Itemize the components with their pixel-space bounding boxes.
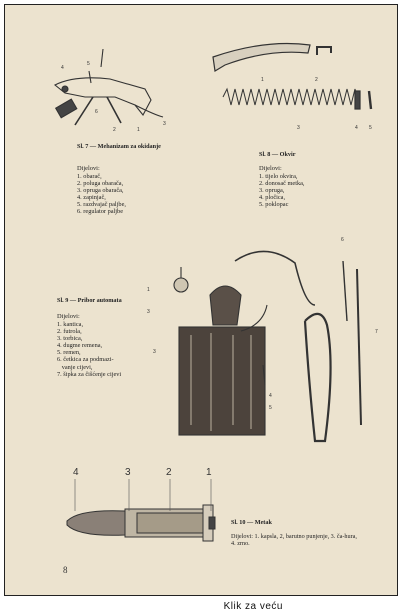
fig7-callout: 1: [137, 127, 140, 133]
fig7-callout: 4: [61, 65, 64, 71]
fig8-callout: 3: [297, 125, 300, 131]
fig8-callout: 5: [369, 125, 372, 131]
fig7-parts-list: [77, 173, 126, 216]
list-item: 6. regulator paljbe: [77, 208, 123, 216]
list-item: 5. remen,: [57, 349, 81, 357]
fig9-callout: 5: [269, 405, 272, 411]
list-item: 5. razdvajač paljbe,: [77, 201, 126, 209]
list-item: 2. donosač metka,: [259, 180, 305, 188]
list-item: 2. poluga obarača,: [77, 180, 124, 188]
fig7-callout: 6: [95, 109, 98, 115]
list-item: 3. opruga obarača,: [77, 187, 124, 195]
fig8-title: Sl. 8 — Okvir: [259, 151, 296, 158]
fig10-callout: 2: [166, 467, 172, 478]
list-item: 4. zapinjač,: [77, 194, 106, 202]
list-item: 5. poklopac: [259, 201, 289, 209]
fig10-title: Sl. 10 — Metak: [231, 519, 272, 526]
trigger-mechanism-drawing: [55, 49, 163, 125]
fig9-subhead: Dijelovi:: [57, 313, 80, 320]
fig8-subhead: Dijelovi:: [259, 165, 282, 172]
list-item: 3. opruga,: [259, 187, 285, 195]
fig10-callout: 4: [73, 467, 79, 478]
page-number: 8: [63, 565, 68, 575]
accessories-drawing: [174, 251, 361, 441]
list-item: 1. kantica,: [57, 321, 84, 328]
list-item: 7. šipka za čišćenje cijevi: [57, 370, 122, 378]
fig9-parts-list: [57, 321, 121, 378]
fig7-callout: 3: [163, 121, 166, 127]
fig9-callout: 3: [153, 349, 156, 355]
fig8-callout: 2: [315, 77, 318, 83]
list-item: 3. torbica,: [57, 335, 83, 343]
fig9-callout: 4: [269, 393, 272, 399]
fig9-title: Sl. 9 — Pribor automata: [57, 297, 122, 304]
list-item: 1. tijelo okvira,: [259, 173, 298, 180]
fig7-callout: 5: [87, 61, 90, 67]
list-item: vanje cijevi,: [57, 363, 93, 371]
fig9-callout: 1: [147, 287, 150, 293]
fig8-callout: 1: [261, 77, 264, 83]
fig9-callout: 7: [375, 329, 378, 335]
fig9-callout: 6: [341, 237, 344, 243]
footer-bar: [0, 600, 403, 616]
fig8-callout: 4: [355, 125, 358, 131]
fig8-parts-list: [259, 173, 304, 208]
fig7-callout: 2: [113, 127, 116, 133]
fig10-callout: 3: [125, 467, 131, 478]
magazine-drawing: [213, 44, 371, 110]
scanned-page: [4, 4, 398, 596]
fig10-caption: Dijelovi: 1. kapsla, 2, barutno punjenje, 3. ča-hura, 4. zrno.: [231, 533, 357, 548]
list-item: 4. pločica,: [259, 194, 286, 202]
fig9-callout: 3: [147, 309, 150, 315]
fig7-subhead: Dijelovi:: [77, 165, 100, 172]
list-item: 6. četkica za podmazi-: [57, 356, 114, 364]
list-item: 4. dugme remena,: [57, 342, 103, 350]
fig10-callout: 1: [206, 467, 212, 478]
cartridge-drawing: [67, 479, 215, 541]
enlarge-link[interactable]: Klik za veću: [223, 601, 283, 612]
list-item: 2. futrola,: [57, 328, 82, 336]
list-item: 1. obarač,: [77, 173, 102, 180]
fig7-title: Sl. 7 — Mehanizam za okidanje: [77, 143, 161, 150]
